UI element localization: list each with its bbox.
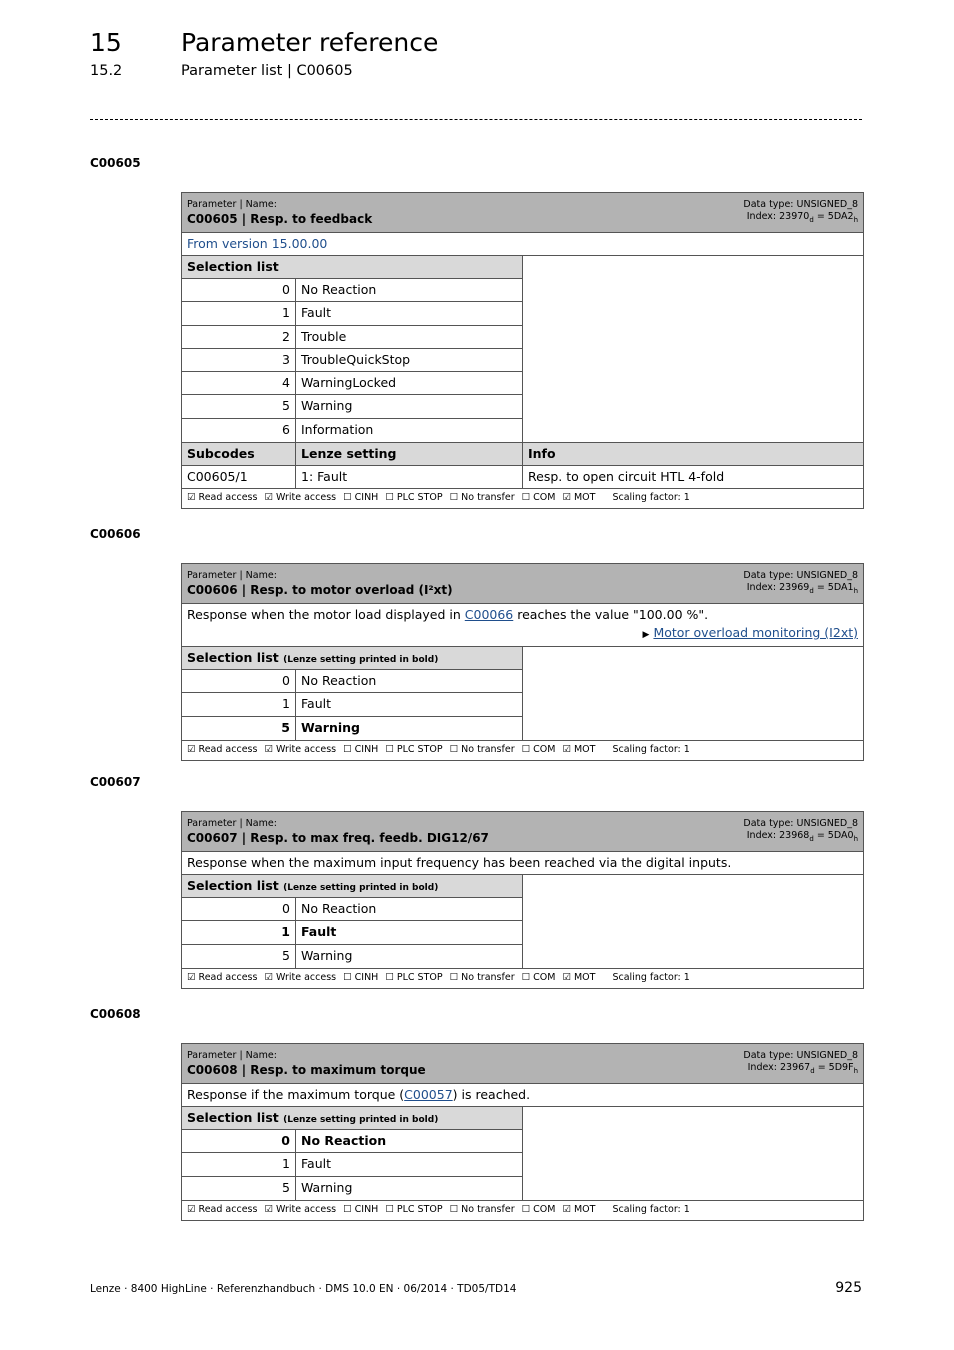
selection-list-title: Selection list [182,256,522,279]
list-item: 4 WarningLocked [182,372,522,395]
table-row: C00605/1 1: Fault Resp. to open circuit HTL 4-fold [182,466,863,489]
param-index: Index: $23970_d = 5DA2_h$ [746,211,858,224]
version-row: From version 15.00.00 [182,233,863,256]
param-label: Parameter | Name: [187,570,277,581]
param-table-c00605 [181,192,864,509]
description-row: Response if the maximum torque (C00057) is reached. [182,1084,863,1107]
param-name: C00605 | Resp. to feedback [187,212,373,226]
param-header [182,1044,863,1084]
list-item: 5 Warning [182,945,522,968]
list-item: 5 Warning [182,395,522,418]
selection-list-title: Selection list (Lenze setting printed in bold) [182,1107,522,1130]
chapter-number: 15 [90,28,122,57]
param-heading-c00605: C00605 [90,156,141,170]
description-row: Response when the motor load displayed in C00066 reaches the value "100.00 %". ▶ Motor overload monitoring (I2xt) [182,604,863,647]
selection-list-title: Selection list (Lenze setting printed in bold) [182,875,522,898]
param-index: Index: $23969_d = 5DA1_h$ [746,582,858,595]
page-footer: Lenze · 8400 HighLine · Referenzhandbuch · DMS 10.0 EN · 06/2014 · TD05/TD14 [90,1283,517,1295]
selection-list [182,1107,863,1201]
access-footer: ☑ Read access ☑ Write access ☐ CINH ☐ PLC STOP ☐ No transfer ☐ COM ☑ MOT Scaling factor: 1 [187,743,690,755]
selection-list-title: Selection list (Lenze setting printed in bold) [182,647,522,670]
access-footer: ☑ Read access ☑ Write access ☐ CINH ☐ PLC STOP ☐ No transfer ☐ COM ☑ MOT Scaling factor: 1 [187,492,690,504]
list-item: 0 No Reaction [182,279,522,302]
param-label: Parameter | Name: [187,818,277,829]
selection-list [182,256,863,443]
description-row: Response when the maximum input frequency has been reached via the digital inputs. [182,852,863,875]
data-type: Data type: UNSIGNED_8 [743,199,858,210]
list-item: 0 No Reaction [182,670,522,693]
param-header [182,564,863,604]
list-item: 5 Warning [182,717,522,740]
link-c00066[interactable]: C00066 [464,607,514,622]
data-type: Data type: UNSIGNED_8 [743,1050,858,1061]
access-footer: ☑ Read access ☑ Write access ☐ CINH ☐ PLC STOP ☐ No transfer ☐ COM ☑ MOT Scaling factor: 1 [187,1203,690,1215]
param-heading-c00607: C00607 [90,775,141,789]
param-header [182,193,863,233]
list-item: 0 No Reaction [182,898,522,921]
data-type: Data type: UNSIGNED_8 [743,818,858,829]
data-type: Data type: UNSIGNED_8 [743,570,858,581]
chapter-title: Parameter reference [181,28,439,57]
header-rule [90,119,862,120]
list-item: 2 Trouble [182,326,522,349]
list-item: 1 Fault [182,693,522,716]
param-header [182,812,863,852]
selection-list [182,875,863,969]
section-number: 15.2 [90,63,123,79]
param-table-c00607 [181,811,864,989]
list-item: 1 Fault [182,921,522,944]
param-name: C00608 | Resp. to maximum torque [187,1063,426,1077]
param-heading-c00606: C00606 [90,527,141,541]
list-item: 1 Fault [182,302,522,325]
param-name: C00606 | Resp. to motor overload (I²xt) [187,583,453,597]
list-item: 6 Information [182,419,522,442]
param-index: Index: $23967_d = 5D9F_h$ [747,1062,858,1075]
param-name: C00607 | Resp. to max freq. feedb. DIG12/67 [187,831,489,845]
param-label: Parameter | Name: [187,199,277,210]
subcodes-header: Subcodes Lenze setting Info [182,443,863,466]
param-heading-c00608: C00608 [90,1007,141,1021]
param-index: Index: $23968_d = 5DA0_h$ [746,830,858,843]
list-item: 1 Fault [182,1153,522,1176]
access-footer: ☑ Read access ☑ Write access ☐ CINH ☐ PLC STOP ☐ No transfer ☐ COM ☑ MOT Scaling factor: 1 [187,971,690,983]
list-item: 5 Warning [182,1177,522,1200]
page-number: 925 [835,1280,862,1296]
arrow-right-icon: ▶ [642,630,650,640]
link-c00057[interactable]: C00057 [404,1087,453,1102]
list-item: 0 No Reaction [182,1130,522,1153]
selection-list [182,647,863,741]
param-table-c00606 [181,563,864,761]
list-item: 3 TroubleQuickStop [182,349,522,372]
param-table-c00608 [181,1043,864,1221]
link-motor-overload[interactable]: Motor overload monitoring (I2xt) [653,625,858,640]
section-title: Parameter list | C00605 [181,63,353,79]
param-label: Parameter | Name: [187,1050,277,1061]
